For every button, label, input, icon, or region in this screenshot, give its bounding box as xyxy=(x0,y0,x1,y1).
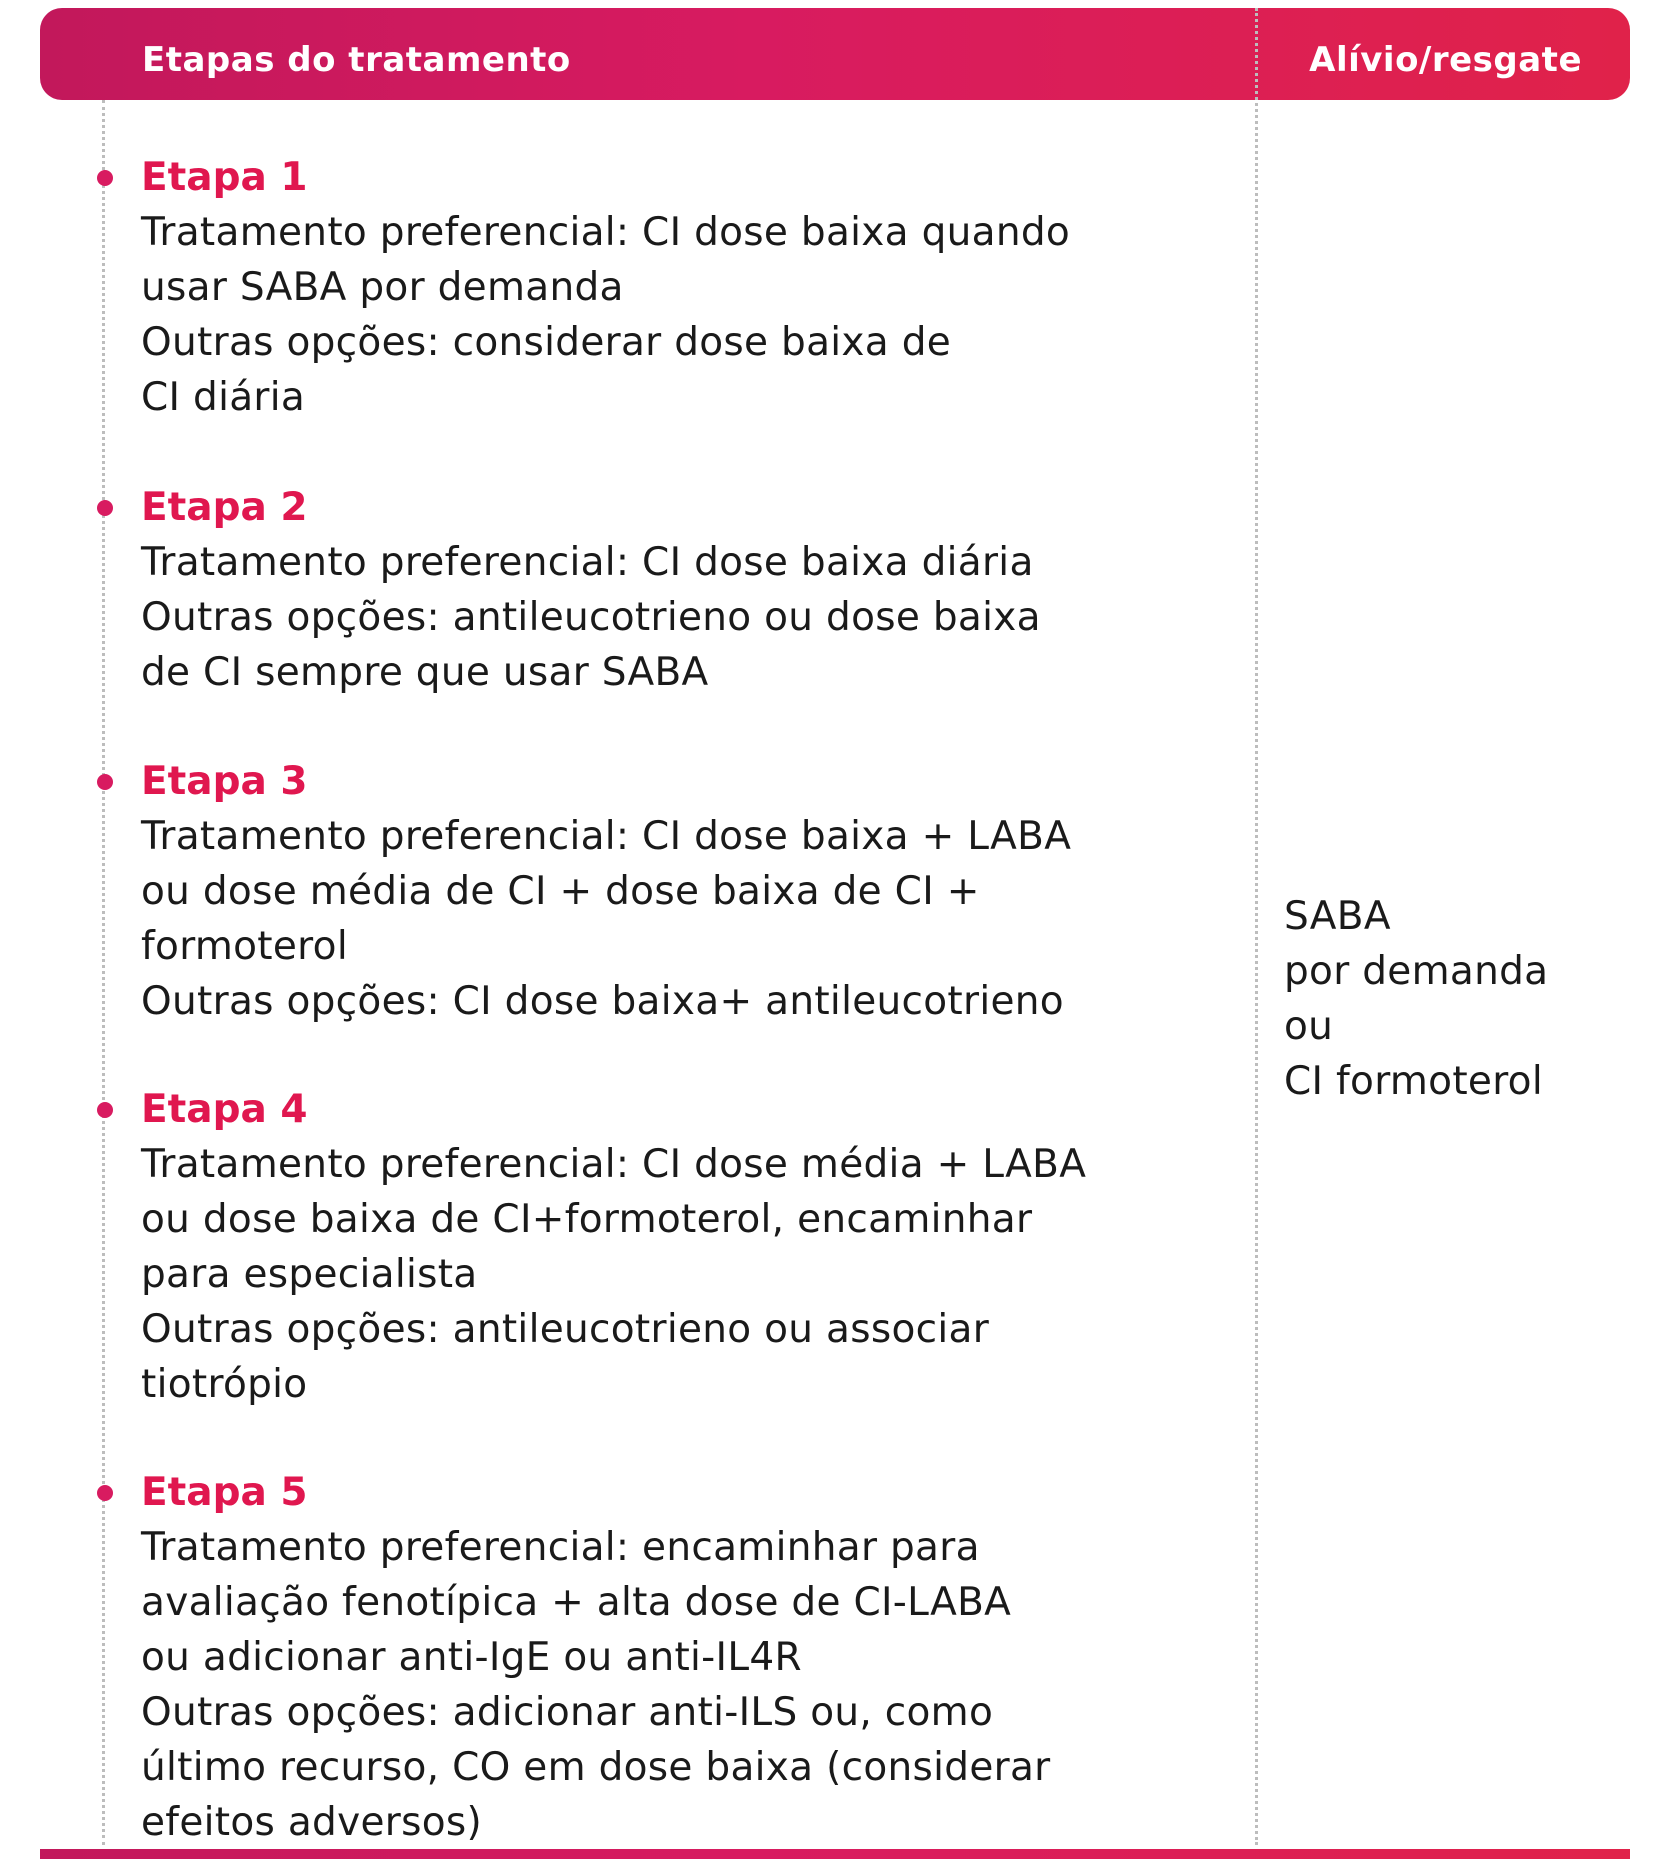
table-header xyxy=(40,8,1630,100)
step-text-line: último recurso, CO em dose baixa (considerar xyxy=(141,1745,1051,1790)
step-text-line: de CI sempre que usar SABA xyxy=(141,650,709,695)
step-text-line: ou dose média de CI + dose baixa de CI + xyxy=(141,869,980,914)
relief-text xyxy=(1284,889,1624,1109)
step-text-line: ou adicionar anti-IgE ou anti-IL4R xyxy=(141,1635,802,1680)
step-text-line: para especialista xyxy=(141,1252,478,1297)
bottom-rule xyxy=(40,1849,1630,1859)
step-4 xyxy=(141,1082,1241,1412)
step-text-line: CI diária xyxy=(141,375,306,420)
relief-line: SABA xyxy=(1284,894,1391,939)
step-2 xyxy=(141,480,1241,700)
bullet-dot-icon xyxy=(97,774,113,790)
step-text-line: ou dose baixa de CI+formoterol, encaminhar xyxy=(141,1197,1033,1242)
step-title: Etapa 4 xyxy=(141,1087,308,1132)
step-text-line: Outras opções: antileucotrieno ou dose baixa xyxy=(141,595,1041,640)
step-text-line: efeitos adversos) xyxy=(141,1800,482,1845)
step-1 xyxy=(141,150,1241,425)
step-text-line: formoterol xyxy=(141,924,348,969)
timeline-line xyxy=(102,100,105,1845)
column-divider xyxy=(1255,8,1258,1845)
step-text-line: Tratamento preferencial: encaminhar para xyxy=(141,1525,980,1570)
step-title: Etapa 2 xyxy=(141,485,308,530)
step-text-line: Outras opções: adicionar anti-ILS ou, como xyxy=(141,1690,994,1735)
bullet-dot-icon xyxy=(97,170,113,186)
step-title: Etapa 5 xyxy=(141,1470,308,1515)
step-text-line: Tratamento preferencial: CI dose baixa + LABA xyxy=(141,814,1072,859)
step-text-line: Tratamento preferencial: CI dose baixa diária xyxy=(141,540,1034,585)
relief-line: ou xyxy=(1284,1004,1334,1049)
step-text-line: Outras opções: considerar dose baixa de xyxy=(141,320,952,365)
step-text-line: Outras opções: antileucotrieno ou associar xyxy=(141,1307,990,1352)
step-text-line: avaliação fenotípica + alta dose de CI-LABA xyxy=(141,1580,1012,1625)
step-5 xyxy=(141,1465,1241,1850)
step-text-line: Tratamento preferencial: CI dose baixa quando xyxy=(141,210,1071,255)
step-3 xyxy=(141,754,1241,1029)
relief-line: CI formoterol xyxy=(1284,1059,1543,1104)
column-header-relief: Alívio/resgate xyxy=(1309,40,1582,80)
step-text-line: Outras opções: CI dose baixa+ antileucotrieno xyxy=(141,979,1064,1024)
column-header-steps: Etapas do tratamento xyxy=(142,40,571,80)
step-title: Etapa 1 xyxy=(141,155,308,200)
bullet-dot-icon xyxy=(97,500,113,516)
bullet-dot-icon xyxy=(97,1102,113,1118)
step-text-line: Tratamento preferencial: CI dose média + LABA xyxy=(141,1142,1087,1187)
relief-line: por demanda xyxy=(1284,949,1549,994)
step-text-line: tiotrópio xyxy=(141,1362,308,1407)
step-text-line: usar SABA por demanda xyxy=(141,265,624,310)
step-title: Etapa 3 xyxy=(141,759,308,804)
bullet-dot-icon xyxy=(97,1485,113,1501)
